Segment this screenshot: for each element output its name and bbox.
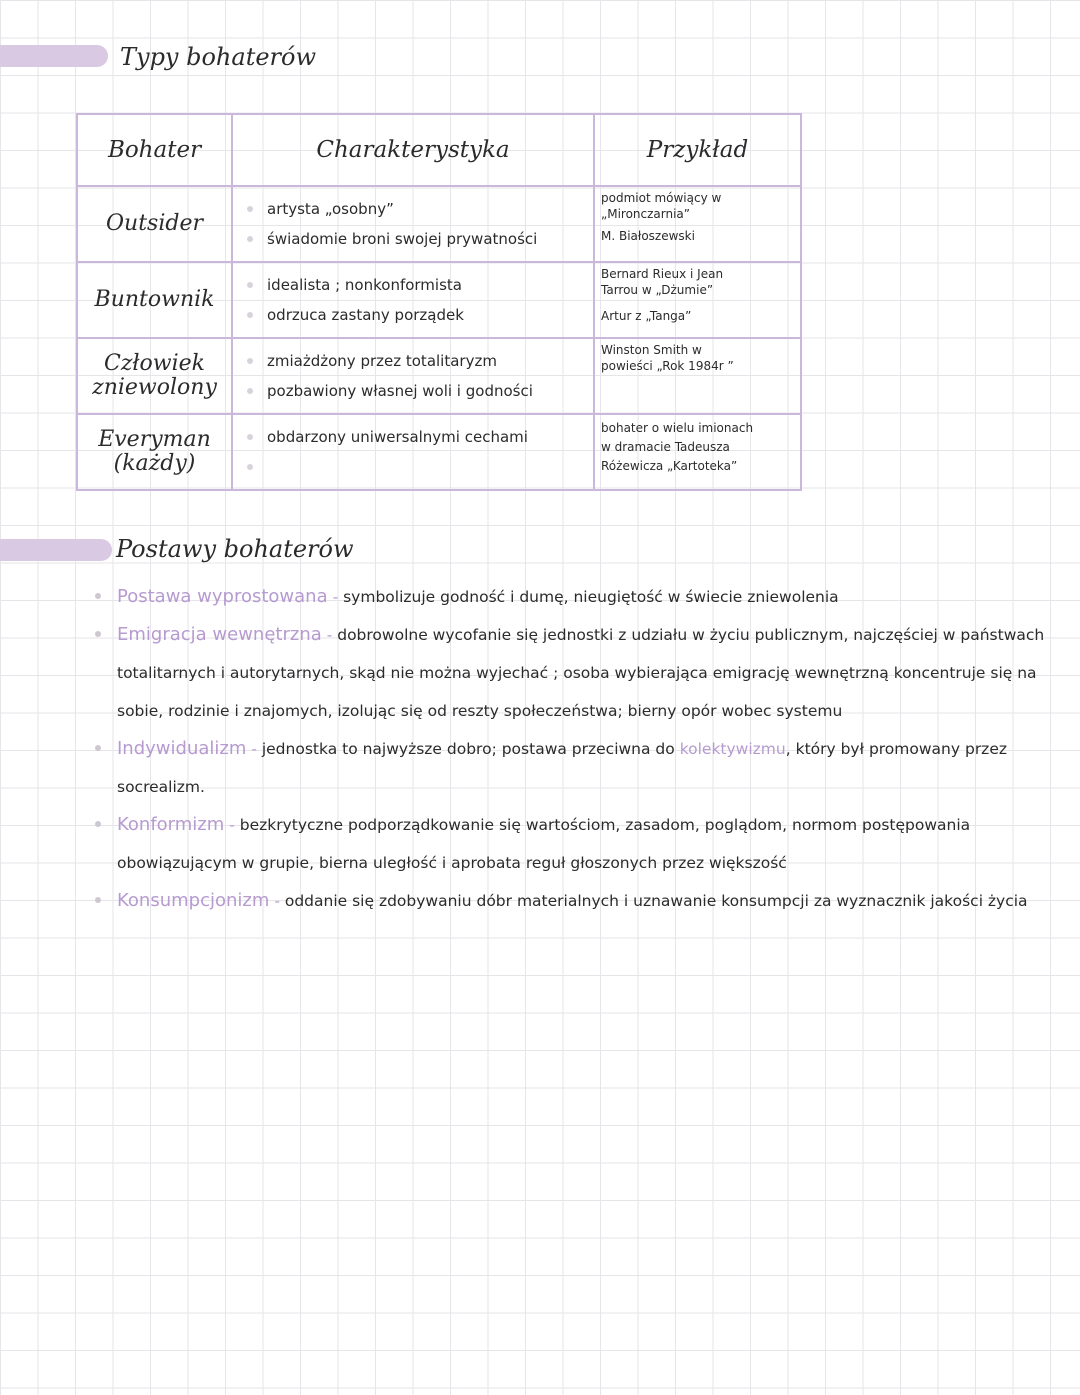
example-line: „Mironczarnia” <box>601 207 691 221</box>
traits-list <box>233 270 593 330</box>
section-title-attitudes: Postawy bohaterów <box>116 535 354 563</box>
attitudes-list <box>95 578 1055 920</box>
hero-cell <box>77 414 232 490</box>
example-gap <box>601 298 794 308</box>
hero-name-line: (każdy) <box>113 451 196 476</box>
attitude-term: Indywidualizm <box>117 738 247 759</box>
attitude-separator: - <box>274 892 280 910</box>
header-characteristic: Charakterystyka <box>232 114 594 186</box>
hero-name: Buntownik <box>94 287 215 312</box>
hero-name <box>78 428 231 476</box>
traits-cell <box>232 338 594 414</box>
section-bar-hero-types <box>0 45 108 67</box>
hero-name-line: Człowiek <box>103 351 206 376</box>
hero-cell <box>77 338 232 414</box>
example-line: Różewicza „Kartoteka” <box>601 459 738 473</box>
hero-name-line: zniewolony <box>92 375 217 400</box>
example-cell <box>594 338 801 414</box>
attitude-text: , który był promowany przez socrealizm. <box>117 740 1007 796</box>
example-line: podmiot mówiący w <box>601 191 722 205</box>
hero-types-table <box>76 113 802 491</box>
table-row <box>77 262 801 338</box>
attitude-separator: - <box>326 626 333 644</box>
attitude-item <box>95 616 1055 730</box>
attitude-separator: - <box>229 816 235 834</box>
trait-item-empty <box>247 452 587 482</box>
attitude-item <box>95 578 1055 616</box>
hero-cell <box>77 262 232 338</box>
hero-name: Outsider <box>106 211 203 236</box>
trait-item: idealista ; nonkonformista <box>247 270 587 300</box>
attitude-term: Konsumpcjonizm <box>117 890 270 911</box>
attitude-term: Postawa wyprostowana <box>117 586 328 607</box>
trait-item: odrzuca zastany porządek <box>247 300 587 330</box>
attitude-separator: - <box>251 740 257 758</box>
hero-cell <box>77 186 232 262</box>
trait-item: zmiażdżony przez totalitaryzm <box>247 346 587 376</box>
table-row <box>77 414 801 490</box>
section-bar-attitudes <box>0 539 112 561</box>
attitude-term: Emigracja wewnętrzna <box>117 624 322 645</box>
example-line: powieści „Rok 1984r ” <box>601 359 734 373</box>
trait-item: artysta „osobny” <box>247 194 587 224</box>
attitude-text: bezkrytyczne podporządkowanie się wartościom, zasadom, poglądom, normom postępowania obowiązującym w grupie, bierna uległość i aprobata reguł głoszonych przez większość <box>117 816 971 872</box>
example-line: M. Białoszewski <box>601 229 695 243</box>
trait-item: świadomie broni swojej prywatności <box>247 224 587 254</box>
hero-name <box>78 352 231 400</box>
example-line: bohater o wielu imionach <box>601 421 754 435</box>
section-title-hero-types: Typy bohaterów <box>120 43 317 71</box>
table-row <box>77 186 801 262</box>
example-line: Bernard Rieux i Jean <box>601 267 724 281</box>
header-example: Przykład <box>594 114 801 186</box>
example-line: Winston Smith w <box>601 343 702 357</box>
attitude-separator: - <box>332 588 339 606</box>
example-cell <box>594 186 801 262</box>
example-cell <box>594 414 801 490</box>
attitude-item <box>95 882 1055 920</box>
traits-list <box>233 194 593 254</box>
attitude-inline-term: kolektywizmu <box>679 740 786 758</box>
example-cell <box>594 262 801 338</box>
attitude-term: Konformizm <box>117 814 225 835</box>
attitude-text: jednostka to najwyższe dobro; postawa przeciwna do <box>261 740 675 758</box>
table-header-row <box>77 114 801 186</box>
hero-name-line: Everyman <box>98 427 211 452</box>
header-hero: Bohater <box>77 114 232 186</box>
traits-cell <box>232 414 594 490</box>
example-line: w dramacie Tadeusza <box>601 440 730 454</box>
example-line: Tarrou w „Dżumie” <box>601 283 714 297</box>
attitude-text: symbolizuje godność i dumę, nieugiętość w świecie zniewolenia <box>343 588 839 606</box>
traits-cell <box>232 186 594 262</box>
traits-cell <box>232 262 594 338</box>
attitude-text: oddanie się zdobywaniu dóbr materialnych i uznawanie konsumpcji za wyznacznik jakości życia <box>284 892 1028 910</box>
trait-item: pozbawiony własnej woli i godności <box>247 376 587 406</box>
trait-item: obdarzony uniwersalnymi cechami <box>247 422 587 452</box>
attitude-text: dobrowolne wycofanie się jednostki z udziału w życiu publicznym, najczęściej w państwach totalitarnych i autorytarnych, skąd nie można wyjechać ; osoba wybierająca emigrację wewnętrzną koncentruje się na sobie, rodzinie i znajomych, izolując się od reszty społeczeństwa; bierny opór wobec systemu <box>117 626 1045 720</box>
attitude-item <box>95 730 1055 806</box>
table-row <box>77 338 801 414</box>
example-line: Artur z „Tanga” <box>601 309 692 323</box>
traits-list <box>233 346 593 406</box>
traits-list <box>233 422 593 482</box>
attitude-item <box>95 806 1055 882</box>
